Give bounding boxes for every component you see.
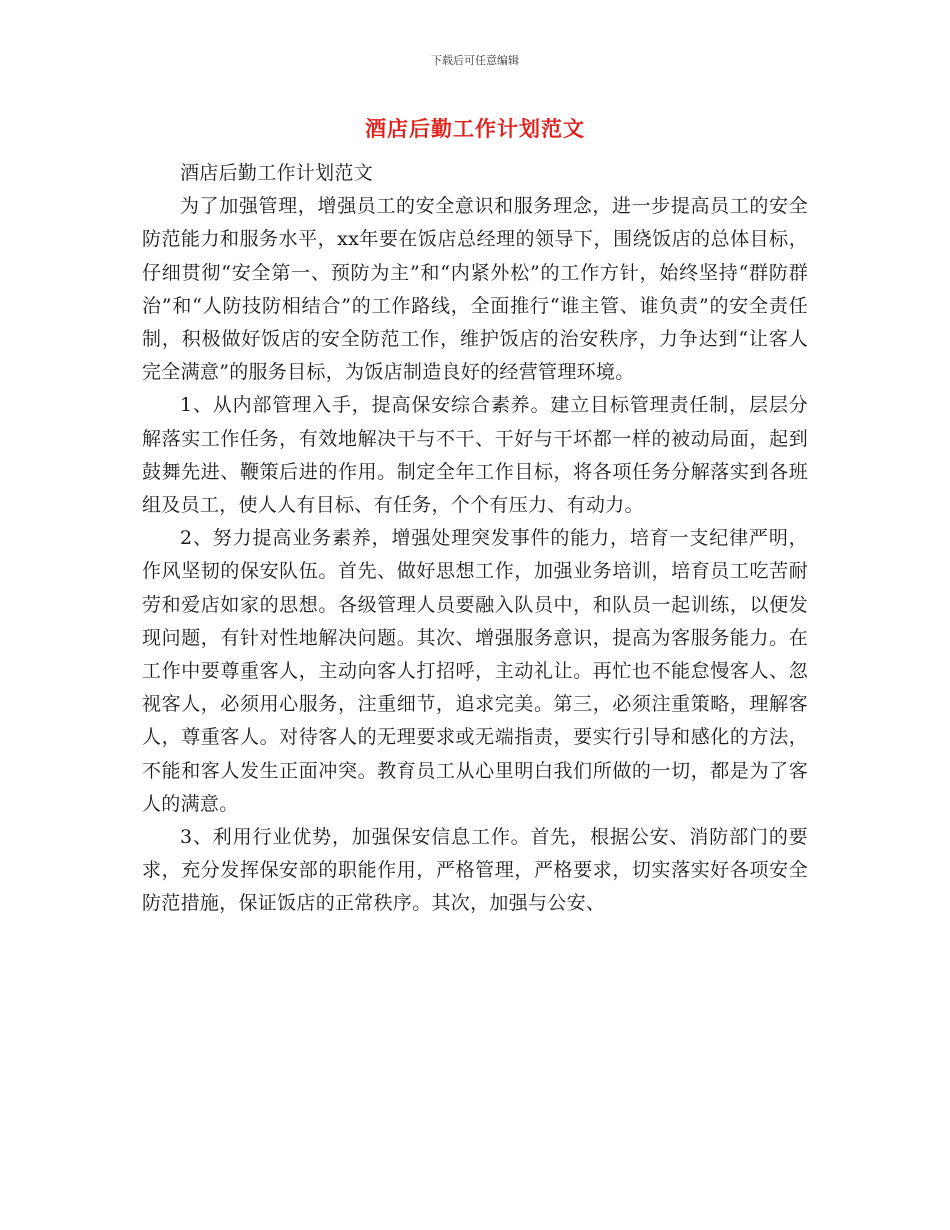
document-title: 酒店后勤工作计划范文	[365, 116, 585, 141]
paragraph-3: 3、利用行业优势，加强保安信息工作。首先，根据公安、消防部门的要求，充分发挥保安部的职能作用，严格管理，严格要求，切实落实好各项安全防范措施，保证饭店的正常秩序。其次，加强与公安、	[142, 826, 808, 915]
document-body	[142, 157, 808, 921]
document-subtitle: 酒店后勤工作计划范文	[180, 162, 374, 184]
paragraph-intro: 为了加强管理，增强员工的安全意识和服务理念，进一步提高员工的安全防范能力和服务水平，xx年要在饭店总经理的领导下，围绕饭店的总体目标，仔细贯彻“安全第一、预防为主”和“内紧外松”的工作方针，始终坚持“群防群治”和“人防技防相结合”的工作路线，全面推行“谁主管、谁负责”的安全责任制，积极做好饭店的安全防范工作，维护饭店的治安秩序，力争达到“让客人完全满意”的服务目标，为饭店制造良好的经营管理环境。	[142, 195, 808, 384]
paragraph-1: 1、从内部管理入手，提高保安综合素养。建立目标管理责任制，层层分解落实工作任务，有效地解决干与不干、干好与干坏都一样的被动局面，起到鼓舞先进、鞭策后进的作用。制定全年工作目标，将各项任务分解落实到各班组及员工，使人人有目标、有任务，个个有压力、有动力。	[142, 394, 808, 517]
paragraph-2: 2、努力提高业务素养，增强处理突发事件的能力，培育一支纪律严明，作风坚韧的保安队伍。首先、做好思想工作，加强业务培训，培育员工吃苦耐劳和爱店如家的思想。各级管理人员要融入队员中，和队员一起训练，以便发现问题，有针对性地解决问题。其次、增强服务意识，提高为客服务能力。在工作中要尊重客人，主动向客人打招呼，主动礼让。再忙也不能怠慢客人、忽视客人，必须用心服务，注重细节，追求完美。第三，必须注重策略，理解客人，尊重客人。对待客人的无理要求或无端指责，要实行引导和感化的方法，不能和客人发生正面冲突。教育员工从心里明白我们所做的一切，都是为了客人的满意。	[142, 527, 808, 815]
header-note: 下载后可任意编辑	[431, 54, 519, 67]
